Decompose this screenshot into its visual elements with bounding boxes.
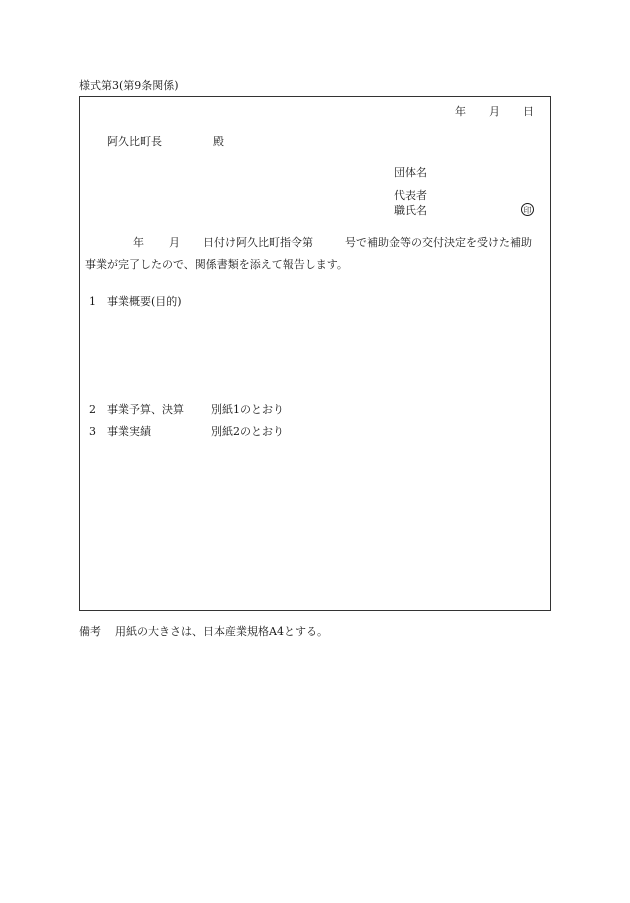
remarks-label: 備考	[79, 625, 101, 638]
remarks-text: 用紙の大きさは、日本産業規格A4とする。	[115, 625, 328, 638]
item-2-number: 2	[89, 403, 96, 416]
item-3-number: 3	[89, 425, 96, 438]
addressee-honorific: 殿	[213, 135, 224, 148]
date-month: 月	[489, 105, 500, 118]
body-text-mid: 日付け阿久比町指令第	[203, 236, 313, 249]
body-text-rest: 号で補助金等の交付決定を受けた補助	[345, 236, 532, 249]
seal-icon: 印	[521, 203, 534, 216]
body-year: 年	[133, 236, 144, 249]
item-1-title: 事業概要(目的)	[107, 295, 182, 308]
date-day: 日	[523, 105, 534, 118]
title-name-label: 職氏名	[394, 204, 427, 217]
report-form	[79, 96, 551, 611]
form-number: 様式第3(第9条関係)	[79, 79, 179, 92]
organization-label: 団体名	[394, 166, 427, 179]
addressee-name: 阿久比町長	[107, 135, 162, 148]
item-2-title: 事業予算、決算	[107, 403, 184, 416]
representative-label: 代表者	[394, 189, 427, 202]
item-3-note: 別紙2のとおり	[211, 425, 284, 438]
item-1-number: 1	[89, 295, 96, 308]
item-3-title: 事業実績	[107, 425, 151, 438]
seal-mark	[521, 203, 534, 216]
item-2-note: 別紙1のとおり	[211, 403, 284, 416]
body-month: 月	[169, 236, 180, 249]
body-text-line2: 事業が完了したので、関係書類を添えて報告します。	[85, 258, 348, 271]
date-year: 年	[455, 105, 466, 118]
